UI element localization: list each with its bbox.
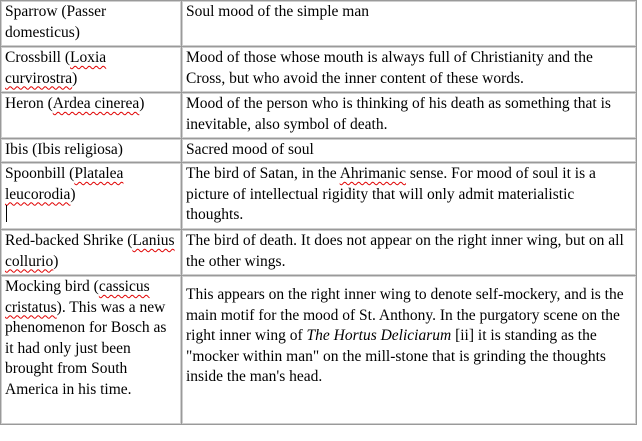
bird-name-suffix: ). This was a new phenomenon for Bosch as it had only just been brought from South America in his time. xyxy=(5,298,167,398)
book-title: The Hortus Deliciarum xyxy=(306,327,452,344)
bird-meaning-cell[interactable] xyxy=(182,276,637,425)
bird-name-suffix: ) xyxy=(70,185,76,203)
bird-meaning-cell[interactable] xyxy=(182,93,637,139)
bird-meaning-cell[interactable] xyxy=(182,163,637,230)
bird-name-prefix: Spoonbill ( xyxy=(5,165,75,182)
bird-meaning-cell[interactable] xyxy=(182,1,637,47)
bird-meaning: The bird of death. It does not appear on the right inner wing, but on all the other wings. xyxy=(186,232,624,270)
table-row xyxy=(1,163,637,230)
bird-name-prefix: Heron ( xyxy=(5,95,53,112)
table-row xyxy=(1,139,637,163)
bird-name: Sparrow (Passer domesticus) xyxy=(5,3,107,41)
term-misspelled: Ahrimanic xyxy=(339,165,406,182)
table-row xyxy=(1,93,637,139)
bird-meaning-prefix: This appears on the right inner wing to denote self-mockery, and is the main motif for the mood of St. Anthony. In the purgatory scene on the right inner wing of xyxy=(186,286,624,344)
bird-name-cell[interactable] xyxy=(1,139,182,163)
bird-name-cell[interactable] xyxy=(1,1,182,47)
bird-name-suffix: ) xyxy=(72,69,78,87)
text-cursor xyxy=(6,205,7,222)
bird-meaning-prefix: The bird of Satan, in the xyxy=(186,165,340,182)
table-row xyxy=(1,1,637,47)
bird-name-cell[interactable] xyxy=(1,230,182,276)
bird-name-cell[interactable] xyxy=(1,47,182,93)
latin-name-misspelled: Platalea leucorodia xyxy=(5,165,124,203)
table-row xyxy=(1,47,637,93)
bird-name-suffix: ) xyxy=(53,252,59,270)
bird-name-prefix: Red-backed Shrike ( xyxy=(5,232,133,249)
bird-name-prefix: Mocking bird ( xyxy=(5,278,99,295)
bird-meaning-cell[interactable] xyxy=(182,230,637,276)
latin-name-misspelled: Lanius collurio xyxy=(5,232,175,270)
bird-name-suffix: ) xyxy=(139,95,145,112)
latin-species-misspelled: curvirostra xyxy=(5,69,73,87)
bird-name-cell[interactable] xyxy=(1,93,182,139)
latin-genus-misspelled: Loxia xyxy=(70,49,107,66)
table-row xyxy=(1,276,637,425)
bird-name-cell[interactable] xyxy=(1,163,182,230)
bird-meaning: Soul mood of the simple man xyxy=(186,3,369,20)
bird-meaning: Mood of those whose mouth is always full of Christianity and the Cross, but who avoid the inner content of these words. xyxy=(186,49,593,87)
bird-meaning-cell[interactable] xyxy=(182,139,637,163)
bird-meaning: Sacred mood of soul xyxy=(186,141,314,158)
bird-name-prefix: Crossbill ( xyxy=(5,49,71,66)
bird-meaning-suffix: [ii] it is standing as the "mocker within man" on the mill-stone that is grinding the thoughts inside the man's head. xyxy=(186,327,606,385)
bird-meaning-suffix: sense. For mood of soul it is a picture of intellectual rigidity that will only admit materialistic thoughts. xyxy=(186,165,596,223)
bird-name-cell[interactable] xyxy=(1,276,182,425)
bird-name: Ibis (Ibis religiosa) xyxy=(5,141,123,158)
latin-name-misspelled: Ardea cinerea xyxy=(52,95,140,112)
bird-meaning: Mood of the person who is thinking of his death as something that is inevitable, also symbol of death. xyxy=(186,95,611,133)
latin-name-misspelled: cassicus cristatus xyxy=(5,278,150,316)
cell-spacing xyxy=(186,277,632,285)
table-row xyxy=(1,230,637,276)
bird-meaning-cell[interactable] xyxy=(182,47,637,93)
